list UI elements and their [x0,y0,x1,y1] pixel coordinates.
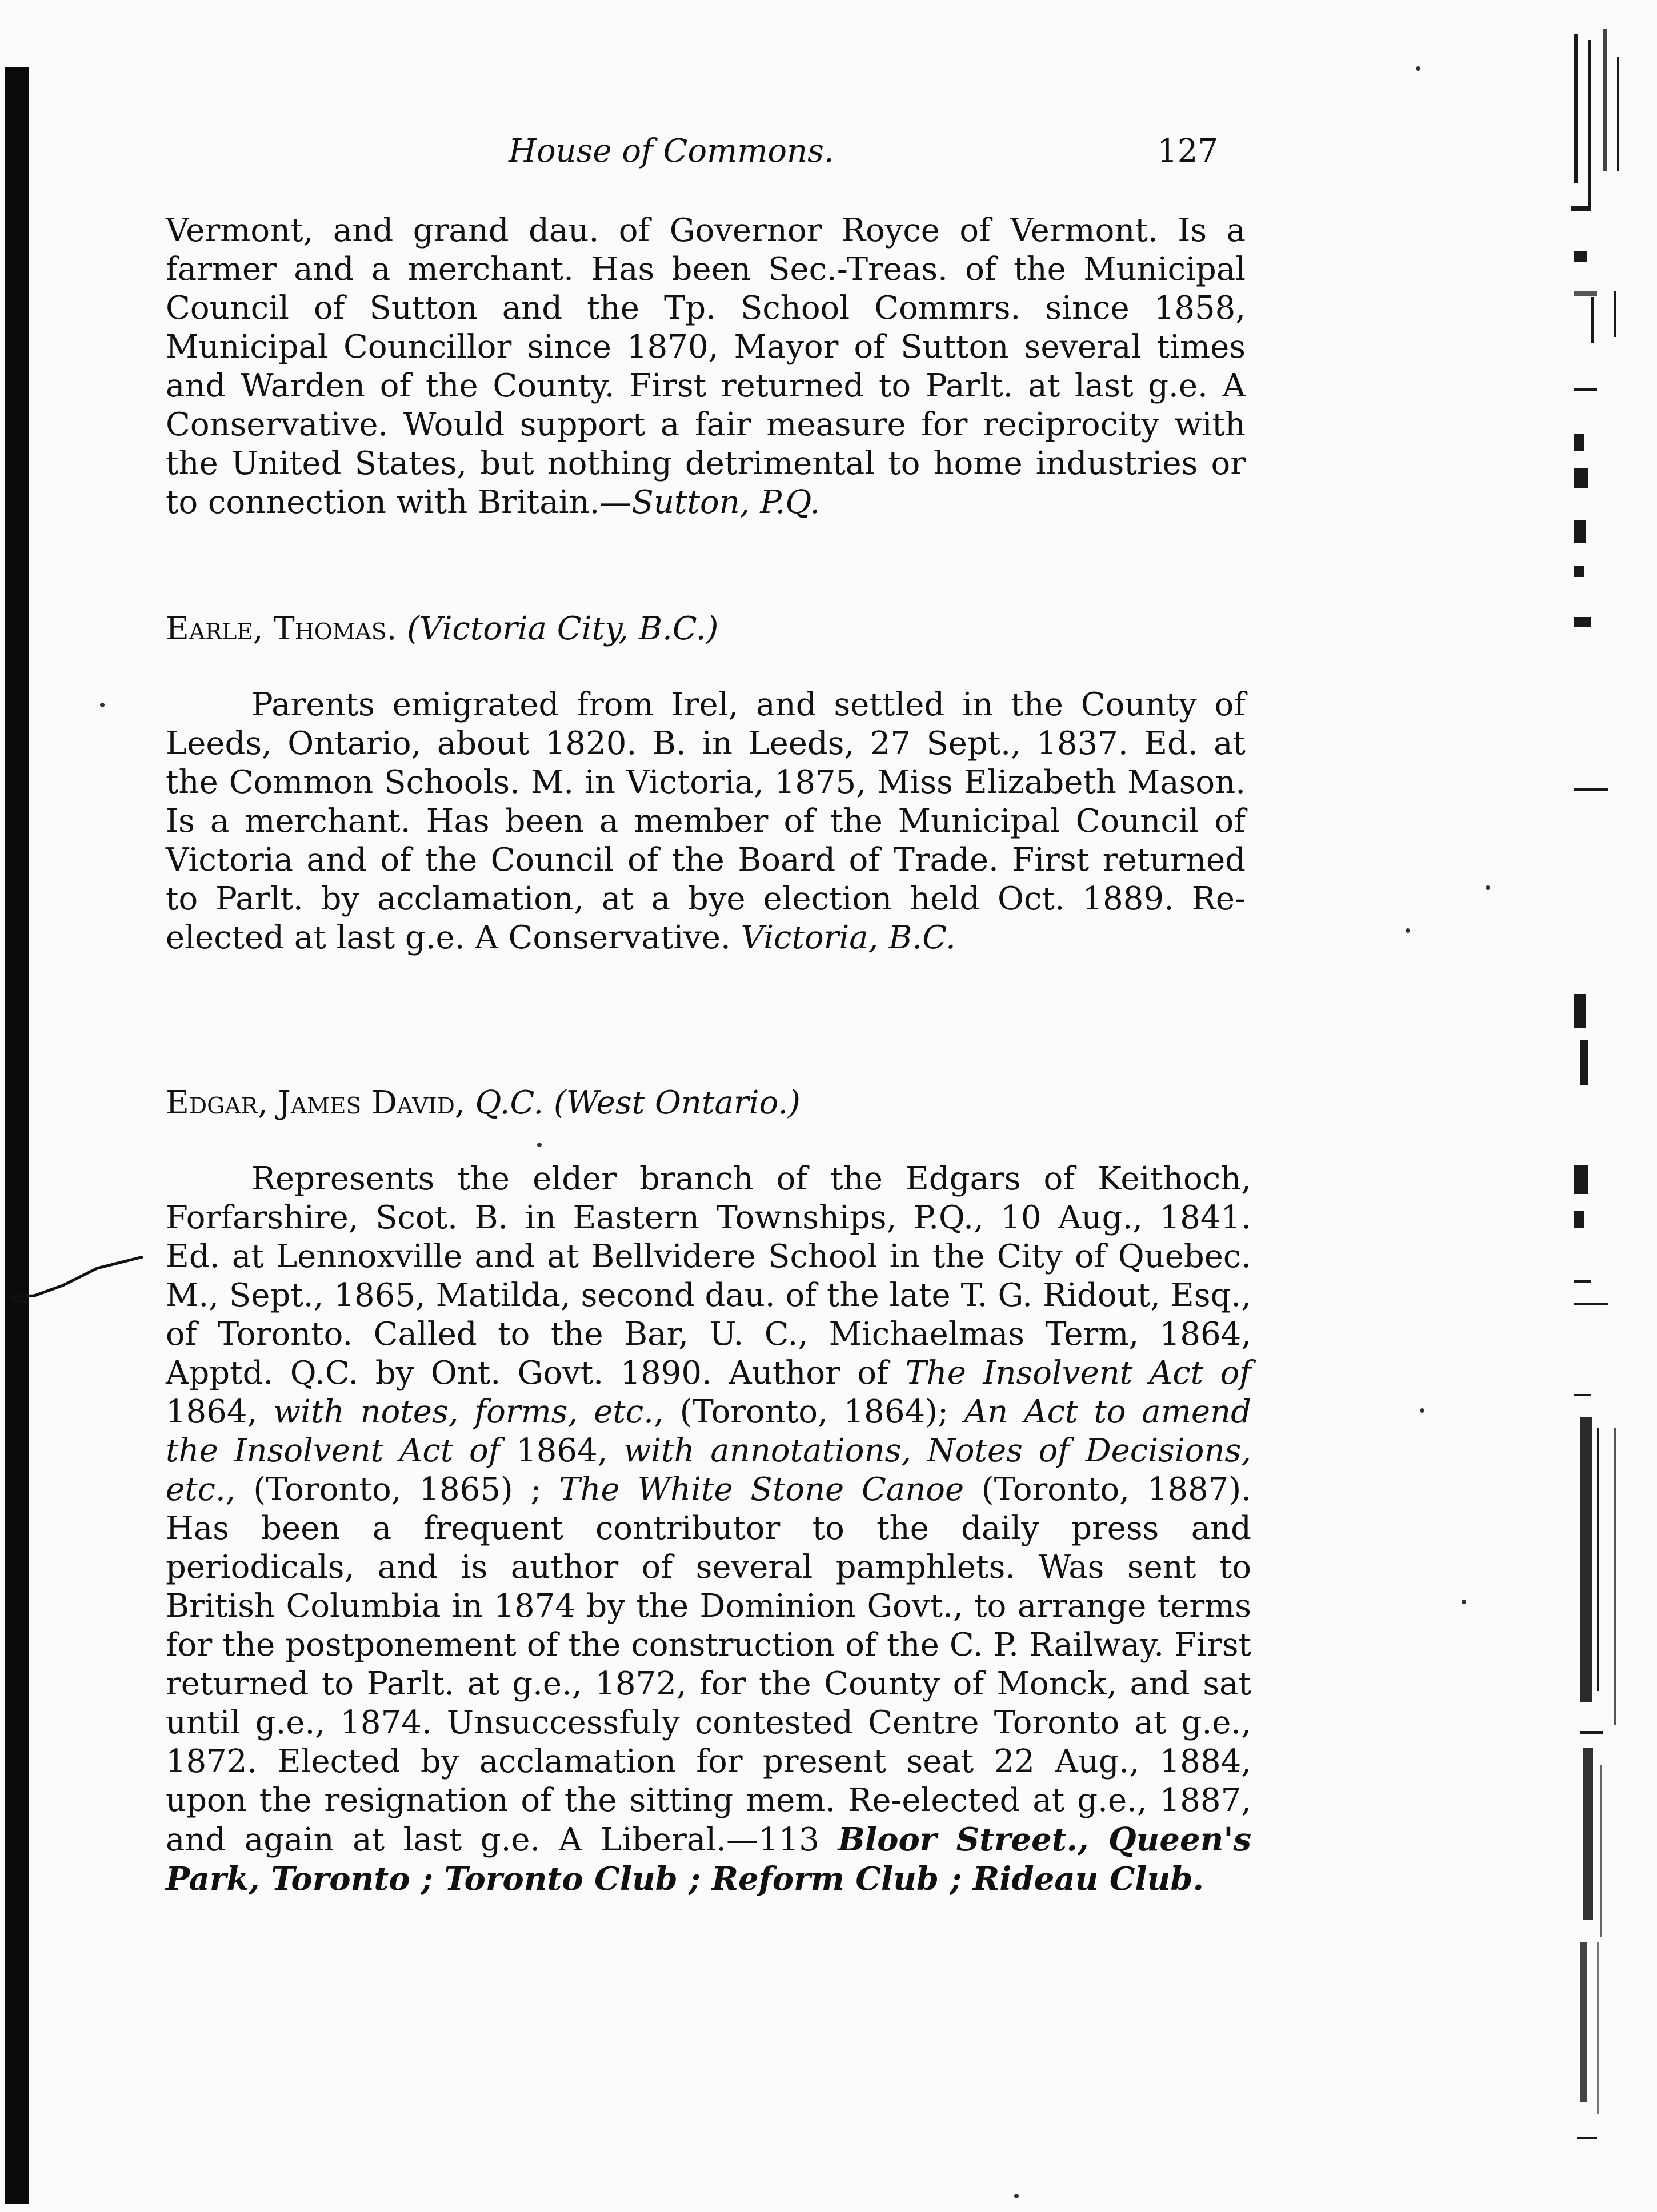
publication-title: The White Stone Canoe [559,1471,964,1508]
scan-speck [1486,885,1490,890]
running-title: House of Commons. [509,133,834,170]
member-biography: (Toronto, 1887). Has been a frequent contributor to the daily press and periodicals, and is author of several pamphlets. Was sent to British Columbia in 1874 by the Dominion Govt., to arrange terms for the postponement of the construction of the C. P. Railway. First returned to Parlt. at g.e., 1872, for the County of Monck, and sat until g.e., 1874. Unsuccessfuly contested Centre Toronto at g.e., 1872. Elected by acclamation for present seat 22 Aug., 1884, upon the resignation of the sitting mem. Re-elected at g.e., 1887, and again at last g.e. A Liberal.—113 [166,1471,1252,1858]
publication-title: An Act to amend the Insolvent Act of [166,1393,1251,1469]
entry-body-earle [166,686,1246,957]
entry-heading-edgar [166,1084,801,1121]
constituency: (West Ontario.) [553,1084,801,1121]
scan-speck [537,1143,542,1147]
member-biography: 1864, [166,1393,274,1430]
member-name: Edgar, James David, [166,1084,465,1121]
entry-address: Bloor Street., Queen's Park, Toronto ; Toronto Club ; Reform Club ; Rideau Club. [166,1821,1251,1898]
scan-speck [1014,2194,1019,2198]
scan-speck [100,703,105,707]
scan-speck [1420,1408,1424,1413]
scan-speck [1406,928,1410,933]
publication-title: The Insolvent Act of [905,1355,1252,1392]
continued-biography: Vermont, and grand dau. of Governor Royce of Vermont. Is a farmer and a merchant. Has been Sec.-Treas. of the Municipal Council of Sutton and the Tp. School Commrs. since 1858, Municipal Councillor since 1870, Mayor of Sutton several times and Warden of the County. First returned to Parlt. at last g.e. A Conservative. Would support a fair measure for reciprocity with the United States, but nothing detrimental to home industries or to connection with Britain.— [166,212,1246,521]
member-biography: , (Toronto, 1865) ; [225,1471,559,1508]
constituency: (Victoria City, B.C.) [407,610,719,647]
page-number: 127 [1157,133,1218,170]
adjacent-page-edge [1460,23,1631,2211]
honorific: Q.C. [475,1084,544,1121]
continued-entry-text [166,211,1246,522]
pen-stroke-mark [11,1245,149,1314]
scan-speck [1462,1600,1466,1604]
member-biography: , (Toronto, 1864); [653,1393,964,1430]
entry-body-edgar [166,1160,1251,1899]
publication-title: with annotations, Notes of Decisions, etc. [166,1432,1251,1508]
publication-title: with notes, forms, etc. [273,1393,654,1430]
scan-speck [1416,66,1420,71]
entry-address: Sutton, P.Q. [631,484,821,521]
member-name: Earle, Thomas. [166,610,397,647]
member-biography: Parents emigrated from Irel, and settled in the County of Leeds, Ontario, about 1820. B. in Leeds, 27 Sept., 1837. Ed. at the Common Schools. M. in Victoria, 1875, Miss Elizabeth Mason. Is a merchant. Has been a member of the Municipal Council of Victoria and of the Council of the Board of Trade. First returned to Parlt. by acclamation, at a bye election held Oct. 1889. Re-elected at last g.e. A Conservative. [166,686,1246,956]
running-header [166,133,1246,178]
entry-address: Victoria, B.C. [741,919,956,956]
member-biography: Represents the elder branch of the Edgars of Keithoch, Forfarshire, Scot. B. in Eastern Townships, P.Q., 10 Aug., 1841. Ed. at Lennoxville and at Bellvidere School in the City of Quebec. M., Sept., 1865, Matilda, second dau. of the late T. G. Ridout, Esq., of Toronto. Called to the Bar, U. C., Michaelmas Term, 1864, Apptd. Q.C. by Ont. Govt. 1890. Author of [166,1160,1251,1392]
member-biography: 1864, [500,1432,624,1469]
entry-heading-earle [166,610,718,647]
scan-edge-shadow [5,67,29,2204]
